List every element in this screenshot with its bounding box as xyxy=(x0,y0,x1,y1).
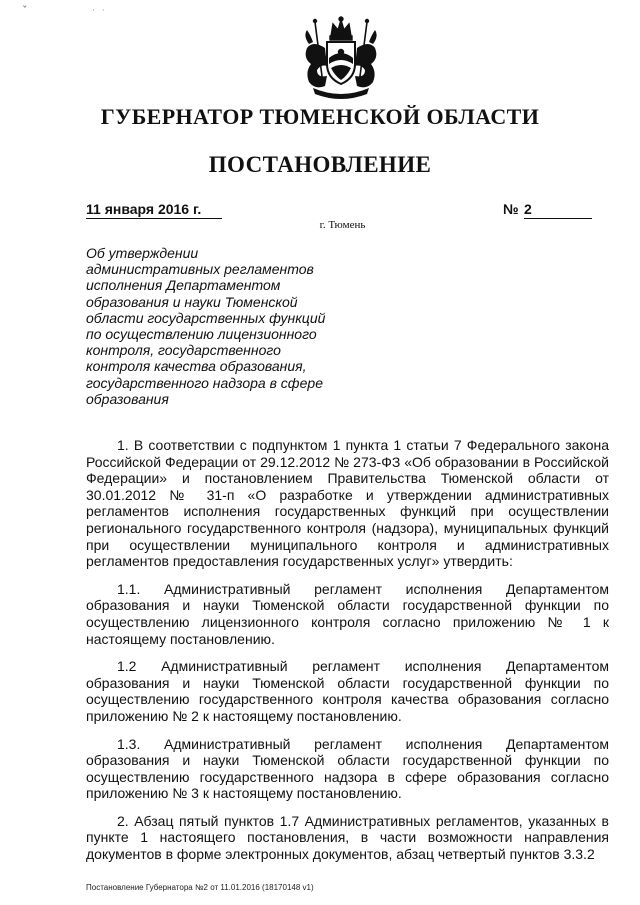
subject-line: контроля качества образования, xyxy=(86,358,307,375)
body-paragraph: 1.1. Административный регламент исполнения Департаментом образования и науки Тюменской области государственной функции по осуществлению лицензионного контроля согласно приложению № 1 к настоящему постановлению. xyxy=(86,580,609,647)
subject-line: контроля, государственного xyxy=(86,342,281,359)
document-date: 11 января 2016 г. xyxy=(86,201,222,219)
document-city: г. Тюмень xyxy=(319,219,366,231)
subject-line: исполнения Департаментом xyxy=(86,277,281,294)
document-subject xyxy=(86,245,366,407)
subject-line: государственного надзора в сфере xyxy=(86,374,323,391)
document-footer: Постановление Губернатора №2 от 11.01.2016 (18170148 v1) xyxy=(86,883,314,892)
document-body xyxy=(86,437,609,863)
body-paragraph: 1.2 Административный регламент исполнения Департаментом образования и науки Тюменской области государственной функции по осуществлению государственного контроля качества образования согласно приложению № 2 к настоящему постановлению. xyxy=(86,658,609,724)
document-number-label: № xyxy=(503,201,519,217)
subject-line: образования и науки Тюменской xyxy=(86,293,298,310)
scan-artifact: · · xyxy=(92,6,107,16)
document-type-title: ПОСТАНОВЛЕНИЕ xyxy=(208,152,432,177)
body-paragraph: 1. В соответствии с подпунктом 1 пункта 1 статьи 7 Федерального закона Российской Федерации от 29.12.2012 № 273-ФЗ «Об образовании в Российской Федерации» и постановлением Правительства Тюменской области от 30.01.2012 № 31-п «О разработке и утверждении административных регламентов исполнения государственных функций при осуществлении регионального государственного контроля (надзора), муниципальных функций при осуществлении муниципального контроля и административных регламентов предоставления государственных услуг» утвердить: xyxy=(86,437,609,570)
coat-of-arms-icon xyxy=(295,14,387,100)
scan-artifact: ˇ xyxy=(22,4,28,17)
organization-title: ГУБЕРНАТОР ТЮМЕНСКОЙ ОБЛАСТИ xyxy=(100,104,540,129)
subject-line: по осуществлению лицензионного xyxy=(86,326,317,343)
body-paragraph: 2. Абзац пятый пунктов 1.7 Административных регламентов, указанных в пункте 1 настоящего постановления, в части возможности направления документов в форме электронных документов, абзац четвертый пунктов 3.3.2 xyxy=(86,812,609,863)
subject-line: административных регламентов xyxy=(86,261,314,278)
subject-line: образования xyxy=(86,390,169,407)
document-number: 2 xyxy=(524,201,592,219)
subject-line: области государственных функций xyxy=(86,309,326,326)
body-paragraph: 1.3. Административный регламент исполнения Департаментом образования и науки Тюменской области государственной функции по осуществлению государственного надзора в сфере образования согласно приложению № 3 к настоящему постановлению. xyxy=(86,735,609,802)
subject-line: Об утверждении xyxy=(86,245,199,261)
